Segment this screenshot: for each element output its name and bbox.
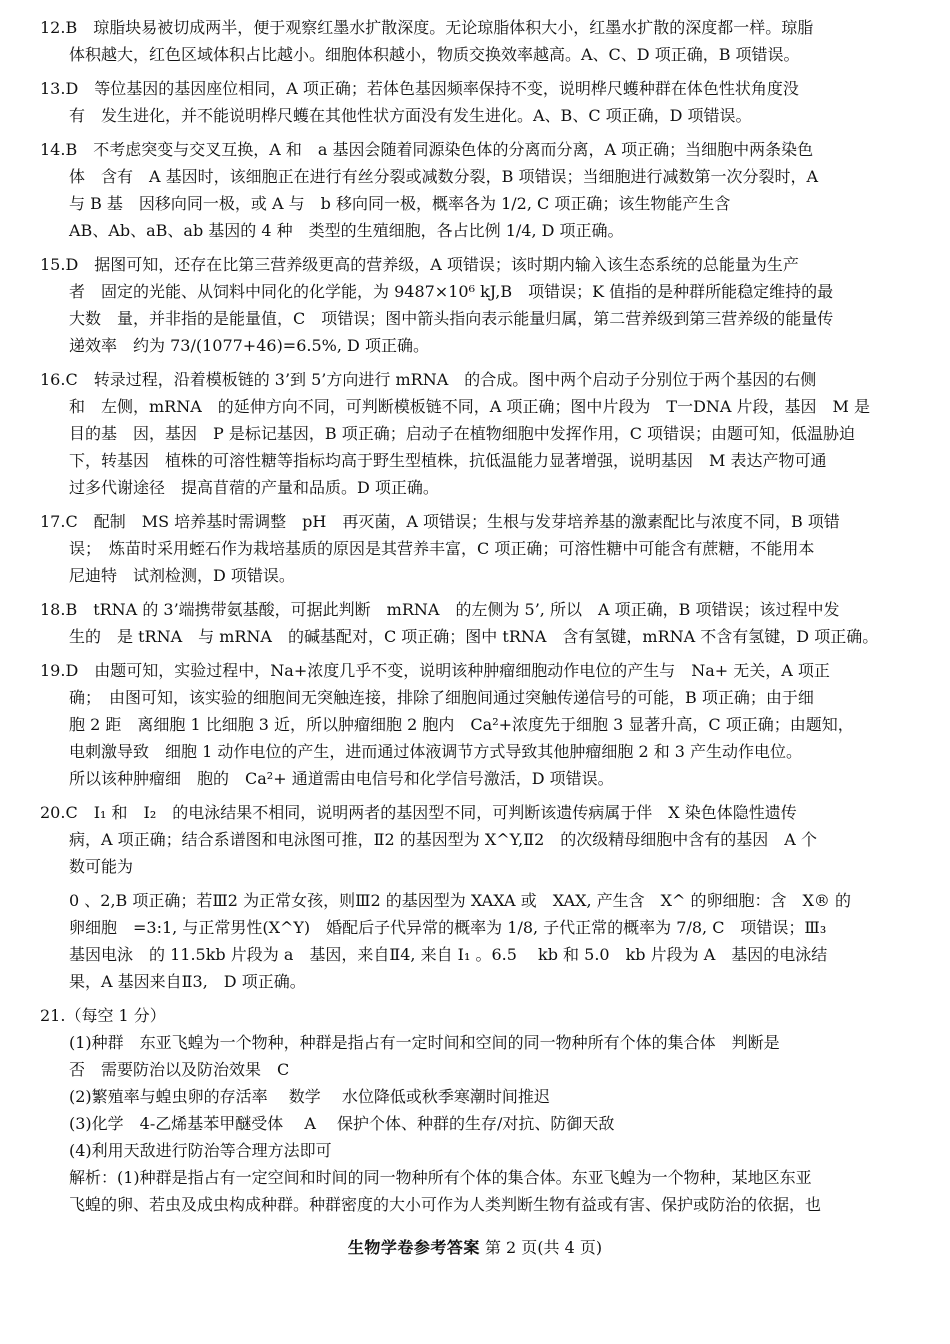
answer-line: 15.D 据图可知，还存在比第三营养级更高的营养级，A 项错误；该时期内输入该生态系统的总能量为生产 bbox=[40, 255, 799, 274]
answer-line: 16.C 转录过程，沿着模板链的 3’到 5’方向进行 mRNA 的合成。图中两个启动子分别位于两个基因的右侧 bbox=[40, 370, 817, 389]
answer-line: 递效率 约为 73/(1077+46)=6.5%, D 项正确。 bbox=[69, 336, 429, 355]
answer-line: 体积越大，红色区域体积占比越小。细胞体积越小，物质交换效率越高。A、C、D 项正确，B 项错误。 bbox=[69, 45, 800, 64]
answer-line: 与 B 基 因移向同一极，或 A 与 b 移向同一极，概率各为 1/2, C 项正确；该生物能产生含 bbox=[69, 194, 731, 213]
answer-item-18 bbox=[40, 596, 910, 650]
answer-line: 所以该种肿瘤细 胞的 Ca²+ 通道需由电信号和化学信号激活，D 项错误。 bbox=[69, 769, 614, 788]
answer-line: 基因电泳 的 11.5kb 片段为 a 基因，来自Ⅱ4, 来自 I₁ 。6.5 kb 和 5.0 kb 片段为 A 基因的电泳结 bbox=[69, 945, 828, 964]
answer-line: AB、Ab、aB、ab 基因的 4 种 类型的生殖细胞，各占比例 1/4, D 项正确。 bbox=[69, 221, 624, 240]
answer-line: 有 发生进化，并不能说明桦尺蠖在其他性状方面没有发生进化。A、B、C 项正确，D 项错误。 bbox=[69, 106, 752, 125]
answer-line: 17.C 配制 MS 培养基时需调整 pH 再灭菌，A 项错误；生根与发芽培养基的激素配比与浓度不同，B 项错 bbox=[40, 512, 840, 531]
page-footer bbox=[0, 1236, 950, 1260]
answer-line: 大数 量，并非指的是能量值，C 项错误；图中箭头指向表示能量归属，第二营养级到第三营养级的能量传 bbox=[69, 309, 834, 328]
answer-item-20-continued bbox=[40, 887, 910, 995]
explanation-line: 解析：(1)种群是指占有一定空间和时间的同一物种所有个体的集合体。东亚飞蝗为一个物种，某地区东亚 bbox=[69, 1168, 812, 1187]
answer-line: 19.D 由题可知，实验过程中，Na+浓度几乎不变，说明该种肿瘤细胞动作电位的产生与 Na+ 无关，A 项正 bbox=[40, 661, 830, 680]
answer-item-13 bbox=[40, 75, 910, 129]
footer-page-number: 第 2 页(共 4 页) bbox=[484, 1238, 603, 1257]
explanation-line: 飞蝗的卵、若虫及成虫构成种群。种群密度的大小可作为人类判断生物有益或有害、保护或防治的依据，也 bbox=[69, 1195, 822, 1214]
answer-item-19 bbox=[40, 657, 910, 792]
answer-line: 卵细胞 =3:1, 与正常男性(X^Y) 婚配后子代异常的概率为 1/8, 子代正常的概率为 7/8, C 项错误；Ⅲ₃ bbox=[69, 918, 827, 937]
answer-line: 数可能为 bbox=[69, 857, 134, 876]
answer-line: (2)繁殖率与蝗虫卵的存活率 数学 水位降低或秋季寒潮时间推迟 bbox=[69, 1087, 550, 1106]
answer-line: 18.B tRNA 的 3’端携带氨基酸，可据此判断 mRNA 的左侧为 5’, 所以 A 项正确，B 项错误；该过程中发 bbox=[40, 600, 840, 619]
answer-line: 病，A 项正确；结合系谱图和电泳图可推，Ⅱ2 的基因型为 X^Y,Ⅱ2 的次级精母细胞中含有的基因 A 个 bbox=[69, 830, 817, 849]
answer-line: 电刺激导致 细胞 1 动作电位的产生，进而通过体液调节方式导致其他肿瘤细胞 2 和 3 产生动作电位。 bbox=[69, 742, 803, 761]
answer-line: 过多代谢途径 提高苜蓿的产量和品质。D 项正确。 bbox=[69, 478, 439, 497]
answer-line: (1)种群 东亚飞蝗为一个物种，种群是指占有一定时间和空间的同一物种所有个体的集合体 判断是 bbox=[69, 1033, 780, 1052]
answer-line: 12.B 琼脂块易被切成两半，便于观察红墨水扩散深度。无论琼脂体积大小，红墨水扩散的深度都一样。琼脂 bbox=[40, 18, 814, 37]
question-21-header: 21.（每空 1 分） bbox=[40, 1006, 166, 1025]
answer-line: 20.C I₁ 和 I₂ 的电泳结果不相同，说明两者的基因型不同，可判断该遗传病属于伴 X 染色体隐性遗传 bbox=[40, 803, 797, 822]
answer-line: 否 需要防治以及防治效果 C bbox=[69, 1060, 290, 1079]
answer-line: 13.D 等位基因的基因座位相同，A 项正确；若体色基因频率保持不变，说明桦尺蠖种群在体色性状角度没 bbox=[40, 79, 799, 98]
answer-line: 目的基 因，基因 P 是标记基因，B 项正确；启动子在植物细胞中发挥作用，C 项错误；由题可知，低温胁迫 bbox=[69, 424, 856, 443]
answer-line: 生的 是 tRNA 与 mRNA 的碱基配对，C 项正确；图中 tRNA 含有氢键，mRNA 不含有氢键，D 项正确。 bbox=[69, 627, 879, 646]
answer-item-15 bbox=[40, 251, 910, 359]
answer-line: 体 含有 A 基因时，该细胞正在进行有丝分裂或减数分裂，B 项错误；当细胞进行减数第一次分裂时，A bbox=[69, 167, 819, 186]
answer-line: (3)化学 4-乙烯基苯甲醚受体 A 保护个体、种群的生存/对抗、防御天敌 bbox=[69, 1114, 615, 1133]
answer-line: 确； 由图可知，该实验的细胞间无突触连接，排除了细胞间通过突触传递信号的可能，B 项正确；由于细 bbox=[69, 688, 814, 707]
answer-line: 和 左侧，mRNA 的延伸方向不同，可判断模板链不同，A 项正确；图中片段为 T一DNA 片段，基因 M 是 bbox=[69, 397, 871, 416]
answer-line: 胞 2 距 离细胞 1 比细胞 3 近，所以肿瘤细胞 2 胞内 Ca²+浓度先于细胞 3 显著升高，C 项正确；由题知， bbox=[69, 715, 854, 734]
answer-item-20 bbox=[40, 799, 910, 880]
answer-line: 0 、2,B 项正确；若Ⅲ2 为正常女孩，则Ⅲ2 的基因型为 XAXA 或 XAX, 产生含 X^ 的卵细胞：含 X® 的 bbox=[69, 891, 851, 910]
answer-line: 果，A 基因来自Ⅱ3, D 项正确。 bbox=[69, 972, 306, 991]
answer-item-12 bbox=[40, 14, 910, 68]
footer-title: 生物学卷参考答案 bbox=[347, 1238, 480, 1257]
answer-line: 尼迪特 试剂检测，D 项错误。 bbox=[69, 566, 295, 585]
answer-line: 误； 炼苗时采用蛭石作为栽培基质的原因是其营养丰富，C 项正确；可溶性糖中可能含有蔗糖，不能用本 bbox=[69, 539, 815, 558]
answer-line: (4)利用天敌进行防治等合理方法即可 bbox=[69, 1141, 332, 1160]
answer-item-16 bbox=[40, 366, 910, 501]
answer-line: 14.B 不考虑突变与交叉互换，A 和 a 基因会随着同源染色体的分离而分离，A 项正确；当细胞中两条染色 bbox=[40, 140, 814, 159]
answer-line: 下，转基因 植株的可溶性糖等指标均高于野生型植株，抗低温能力显著增强，说明基因 M 表达产物可通 bbox=[69, 451, 827, 470]
answer-item-14 bbox=[40, 136, 910, 244]
answer-page bbox=[40, 14, 910, 1225]
answer-item-17 bbox=[40, 508, 910, 589]
answer-line: 者 固定的光能、从饲料中同化的化学能，为 9487×10⁶ kJ,B 项错误；K 值指的是种群所能稳定维持的最 bbox=[69, 282, 834, 301]
answer-item-21 bbox=[40, 1002, 910, 1218]
